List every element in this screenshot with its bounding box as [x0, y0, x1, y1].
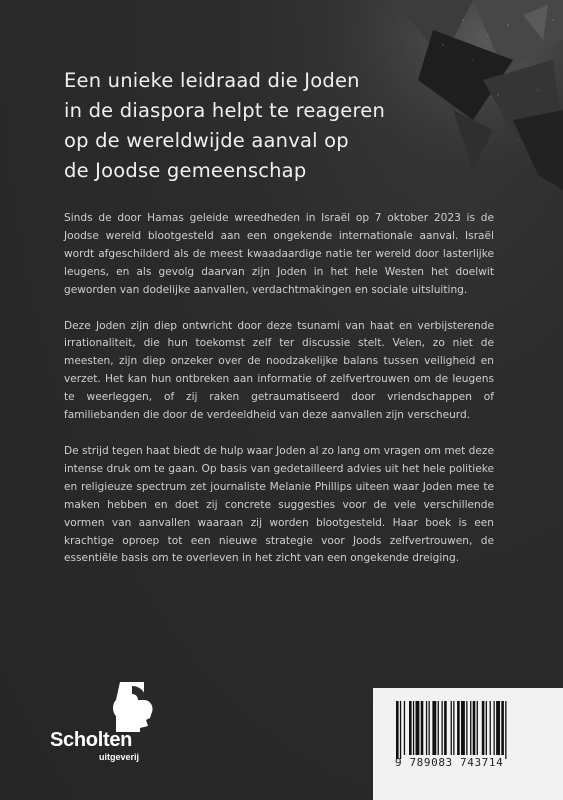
barcode-bar: [490, 701, 491, 755]
blurb-paragraph: De strijd tegen haat biedt de hulp waar Joden al zo lang om vragen om met deze intense druk om te gaan. Op basis van gedetailleerd advies uit het hele politieke en religieuze spectrum zet journaliste Melanie Phillips uiteen waar Joden mee te maken hebben en doet zij concrete suggesties voor de vele verschillende vormen van aanvallen waaraan zij worden blootgesteld. Haar boek is een krachtige oproep tot een nieuwe strategie voor Joods zelfvertrouwen, de essentiële basis om te overleven in het zicht van een ongekende dreiging.: [64, 444, 494, 565]
blurb-body: [64, 210, 494, 586]
barcode-bar: [470, 701, 471, 755]
headline: [64, 66, 494, 186]
barcode-bar: [461, 701, 465, 755]
barcode-bar: [477, 701, 478, 755]
barcode-bar: [486, 701, 487, 755]
barcode-bar: [473, 701, 476, 755]
barcode-panel: [373, 688, 563, 800]
barcode-bar: [409, 701, 412, 755]
headline-line: Een unieke leidraad die Joden: [64, 69, 360, 92]
barcode-bar: [457, 701, 460, 755]
barcode-bar: [396, 701, 399, 759]
barcode-bar: [404, 701, 405, 755]
barcode-bar: [426, 701, 427, 755]
blurb-paragraph: Deze Joden zijn diep ontwricht door deze tsunami van haat en verbijsterende irrationaliteit, die hun toekomst zelf ter discussie stelt. Velen, zo niet de meesten, zijn diep onzeker over de noodzakelijke balans tussen veiligheid en verzet. Het kan hun ontbreken aan informatie of zelfvertrouwen om de leugens te weerleggen, of zij raken getraumatiseerd door vriendschappen of familiebanden die door de verdeeldheid van deze aanvallen zijn verscheurd.: [64, 319, 494, 422]
headline-line: in de diaspora helpt te reageren: [64, 99, 386, 122]
barcode-bar: [451, 701, 452, 755]
barcode-bar: [438, 701, 439, 755]
isbn-number: 9 789083 743714: [395, 756, 504, 769]
barcode-bar: [416, 701, 420, 755]
barcode-bar: [496, 701, 500, 755]
barcode-bar: [400, 701, 401, 759]
barcode-bar: [421, 701, 424, 755]
barcode-bar: [429, 701, 430, 755]
barcode-bar: [442, 701, 443, 755]
blurb-paragraph: Sinds de door Hamas geleide wreedheden in Israël op 7 oktober 2023 is de Joodse wereld blootgesteld aan een ongekende internationale aanval. Israël wordt afgeschilderd als de meest kwaadaardige natie ter wereld door lasterlijke leugens, en als gevolg daarvan zijn Joden in het hele Westen het doelwit geworden van dodelijke aanvallen, verdachtmakingen en sociale uitsluiting.: [64, 212, 494, 296]
barcode-bar: [505, 701, 506, 759]
headline-line: op de wereldwijde aanval op: [64, 129, 349, 152]
headline-line: de Joodse gemeenschap: [64, 159, 307, 182]
barcode-bar: [501, 701, 504, 755]
silhouette-head-icon: [110, 680, 156, 732]
barcode-bar: [444, 701, 447, 755]
publisher-subtitle: uitgeverij: [99, 752, 140, 762]
barcode-bar: [494, 701, 495, 755]
barcode-bar: [482, 701, 485, 755]
barcode-bar: [432, 701, 436, 755]
barcode: [396, 701, 546, 759]
barcode-bar: [466, 701, 467, 755]
barcode-bar: [413, 701, 414, 755]
publisher-name: Scholten: [50, 729, 133, 751]
barcode-bar: [453, 701, 454, 755]
